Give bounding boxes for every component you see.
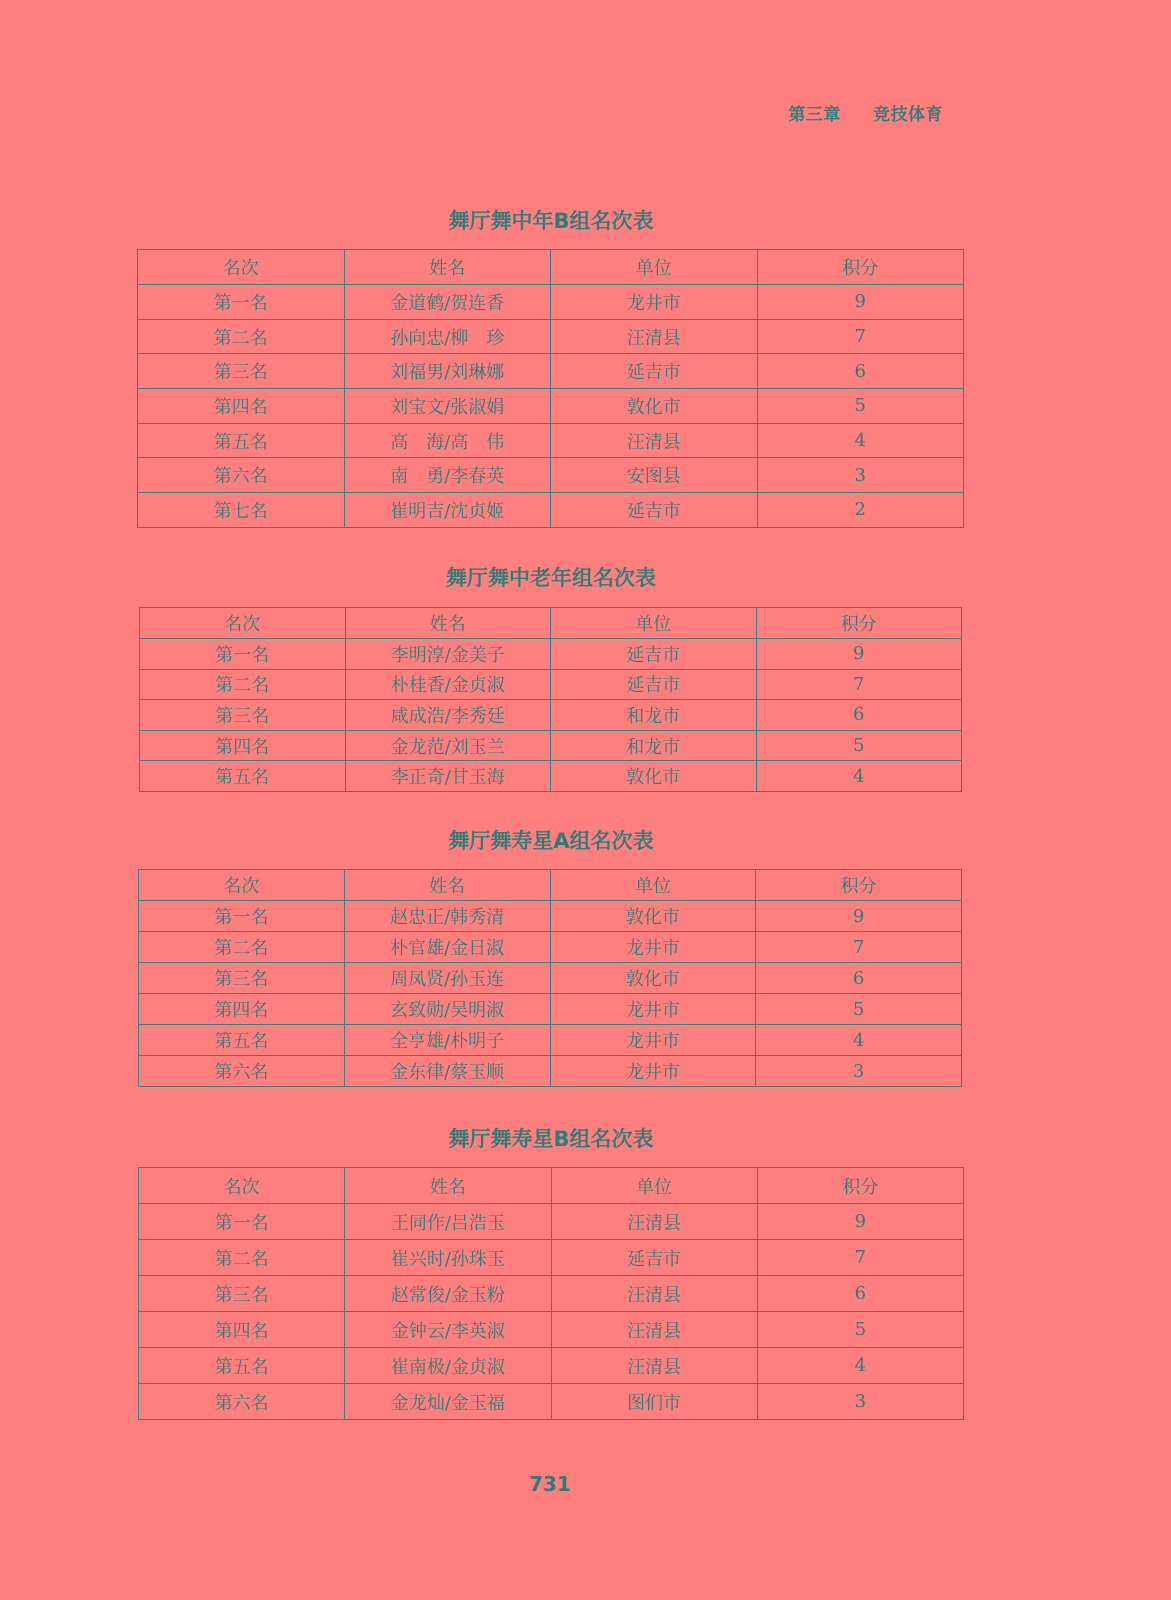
table-row: [139, 1312, 964, 1348]
table-row: [139, 901, 962, 932]
rank-cell: 第四名: [139, 994, 345, 1025]
rank-cell: 第四名: [140, 730, 346, 761]
unit-cell: 延吉市: [551, 639, 757, 670]
unit-cell: 汪清县: [551, 1312, 757, 1348]
table-row: [140, 669, 962, 700]
unit-cell: 敦化市: [550, 963, 756, 994]
name-cell: 刘宝文/张淑娟: [344, 389, 551, 424]
unit-cell: 延吉市: [551, 354, 758, 389]
rank-cell: 第四名: [139, 1312, 345, 1348]
rank-cell: 第三名: [139, 1276, 345, 1312]
score-cell: 7: [757, 1240, 963, 1276]
table-title: 舞厅舞寿星A组名次表: [448, 829, 654, 853]
unit-cell: 延吉市: [551, 493, 758, 528]
table-row: [139, 1240, 964, 1276]
ranking-table: [138, 1167, 964, 1420]
rank-cell: 第四名: [138, 389, 345, 424]
score-cell: 7: [756, 932, 962, 963]
unit-cell: 图们市: [551, 1384, 757, 1420]
table-header-row: [140, 608, 962, 639]
column-header: 名次: [139, 870, 345, 901]
table-row: [138, 285, 964, 320]
unit-cell: 龙井市: [551, 285, 758, 320]
column-header: 名次: [138, 250, 345, 285]
column-header: 姓名: [344, 870, 550, 901]
table-row: [139, 994, 962, 1025]
table-row: [138, 423, 964, 458]
table-row: [139, 963, 962, 994]
table-row: [138, 354, 964, 389]
name-cell: 李正奇/甘玉海: [345, 761, 551, 792]
rank-cell: 第三名: [140, 700, 346, 731]
rank-cell: 第六名: [138, 458, 345, 493]
chapter-header: 第三章 竞技体育: [788, 105, 943, 125]
name-cell: 李明淳/金美子: [345, 639, 551, 670]
unit-cell: 汪清县: [551, 423, 758, 458]
column-header: 名次: [139, 1168, 345, 1204]
table-row: [138, 493, 964, 528]
rank-cell: 第一名: [140, 639, 346, 670]
name-cell: 赵忠正/韩秀清: [344, 901, 550, 932]
column-header: 积分: [757, 250, 964, 285]
column-header: 姓名: [345, 608, 551, 639]
name-cell: 全亨雄/朴明子: [344, 1025, 550, 1056]
unit-cell: 延吉市: [551, 669, 757, 700]
table-row: [139, 1348, 964, 1384]
table-row: [138, 389, 964, 424]
name-cell: 金龙灿/金玉福: [345, 1384, 551, 1420]
score-cell: 4: [756, 761, 962, 792]
ranking-table: [139, 607, 962, 792]
name-cell: 崔南极/金贞淑: [345, 1348, 551, 1384]
rank-cell: 第六名: [139, 1056, 345, 1087]
name-cell: 王同作/吕浩玉: [345, 1204, 551, 1240]
name-cell: 咸成浩/李秀廷: [345, 700, 551, 731]
unit-cell: 汪清县: [551, 319, 758, 354]
score-cell: 5: [756, 730, 962, 761]
rank-cell: 第二名: [138, 319, 345, 354]
unit-cell: 汪清县: [551, 1276, 757, 1312]
column-header: 名次: [140, 608, 346, 639]
score-cell: 5: [757, 389, 964, 424]
table-row: [139, 1204, 964, 1240]
table-header-row: [139, 1168, 964, 1204]
score-cell: 5: [756, 994, 962, 1025]
column-header: 积分: [756, 870, 962, 901]
column-header: 姓名: [344, 250, 551, 285]
name-cell: 崔兴时/孙珠玉: [345, 1240, 551, 1276]
rank-cell: 第三名: [138, 354, 345, 389]
rank-cell: 第一名: [139, 1204, 345, 1240]
table-row: [139, 932, 962, 963]
rank-cell: 第六名: [139, 1384, 345, 1420]
name-cell: 金龙范/刘玉兰: [345, 730, 551, 761]
score-cell: 3: [757, 458, 964, 493]
score-cell: 9: [757, 285, 964, 320]
name-cell: 周凤贤/孙玉连: [344, 963, 550, 994]
score-cell: 7: [757, 319, 964, 354]
unit-cell: 龙井市: [550, 932, 756, 963]
column-header: 积分: [757, 1168, 963, 1204]
name-cell: 朴桂香/金贞淑: [345, 669, 551, 700]
score-cell: 3: [756, 1056, 962, 1087]
score-cell: 7: [756, 669, 962, 700]
rank-cell: 第七名: [138, 493, 345, 528]
name-cell: 赵常俊/金玉粉: [345, 1276, 551, 1312]
table-header-row: [138, 250, 964, 285]
table-row: [139, 1276, 964, 1312]
unit-cell: 龙井市: [550, 1025, 756, 1056]
column-header: 单位: [551, 250, 758, 285]
table-row: [139, 1056, 962, 1087]
score-cell: 4: [757, 423, 964, 458]
score-cell: 4: [756, 1025, 962, 1056]
unit-cell: 和龙市: [551, 730, 757, 761]
score-cell: 9: [757, 1204, 963, 1240]
table-row: [138, 458, 964, 493]
name-cell: 金钟云/李英淑: [345, 1312, 551, 1348]
column-header: 单位: [551, 608, 757, 639]
unit-cell: 汪清县: [551, 1348, 757, 1384]
unit-cell: 龙井市: [550, 994, 756, 1025]
table-row: [140, 761, 962, 792]
rank-cell: 第一名: [138, 285, 345, 320]
rank-cell: 第五名: [138, 423, 345, 458]
unit-cell: 龙井市: [550, 1056, 756, 1087]
name-cell: 崔明吉/沈贞姬: [344, 493, 551, 528]
score-cell: 3: [757, 1384, 963, 1420]
rank-cell: 第五名: [140, 761, 346, 792]
column-header: 单位: [551, 1168, 757, 1204]
score-cell: 6: [757, 354, 964, 389]
unit-cell: 汪清县: [551, 1204, 757, 1240]
table-row: [140, 639, 962, 670]
score-cell: 6: [756, 700, 962, 731]
table-title: 舞厅舞中老年组名次表: [446, 566, 656, 590]
rank-cell: 第二名: [139, 932, 345, 963]
name-cell: 孙向忠/柳 珍: [344, 319, 551, 354]
page-number: 731: [529, 1472, 571, 1496]
rank-cell: 第五名: [139, 1348, 345, 1384]
table-title: 舞厅舞中年B组名次表: [448, 209, 654, 233]
name-cell: 金道鹤/贺连香: [344, 285, 551, 320]
score-cell: 2: [757, 493, 964, 528]
unit-cell: 敦化市: [551, 389, 758, 424]
unit-cell: 敦化市: [551, 761, 757, 792]
score-cell: 6: [756, 963, 962, 994]
ranking-table: [137, 249, 964, 528]
rank-cell: 第五名: [139, 1025, 345, 1056]
name-cell: 高 海/高 伟: [344, 423, 551, 458]
column-header: 姓名: [345, 1168, 551, 1204]
name-cell: 南 勇/李春英: [344, 458, 551, 493]
unit-cell: 和龙市: [551, 700, 757, 731]
score-cell: 9: [756, 639, 962, 670]
ranking-table: [138, 869, 962, 1087]
score-cell: 5: [757, 1312, 963, 1348]
name-cell: 玄致勋/吴明淑: [344, 994, 550, 1025]
table-row: [140, 730, 962, 761]
score-cell: 9: [756, 901, 962, 932]
table-header-row: [139, 870, 962, 901]
table-row: [139, 1384, 964, 1420]
rank-cell: 第一名: [139, 901, 345, 932]
name-cell: 刘福男/刘琳娜: [344, 354, 551, 389]
table-row: [140, 700, 962, 731]
rank-cell: 第二名: [139, 1240, 345, 1276]
rank-cell: 第三名: [139, 963, 345, 994]
score-cell: 6: [757, 1276, 963, 1312]
name-cell: 金东律/蔡玉顺: [344, 1056, 550, 1087]
table-title: 舞厅舞寿星B组名次表: [448, 1127, 654, 1151]
column-header: 单位: [550, 870, 756, 901]
table-row: [138, 319, 964, 354]
rank-cell: 第二名: [140, 669, 346, 700]
column-header: 积分: [756, 608, 962, 639]
unit-cell: 敦化市: [550, 901, 756, 932]
table-row: [139, 1025, 962, 1056]
name-cell: 朴官雄/金日淑: [344, 932, 550, 963]
unit-cell: 安图县: [551, 458, 758, 493]
unit-cell: 延吉市: [551, 1240, 757, 1276]
score-cell: 4: [757, 1348, 963, 1384]
